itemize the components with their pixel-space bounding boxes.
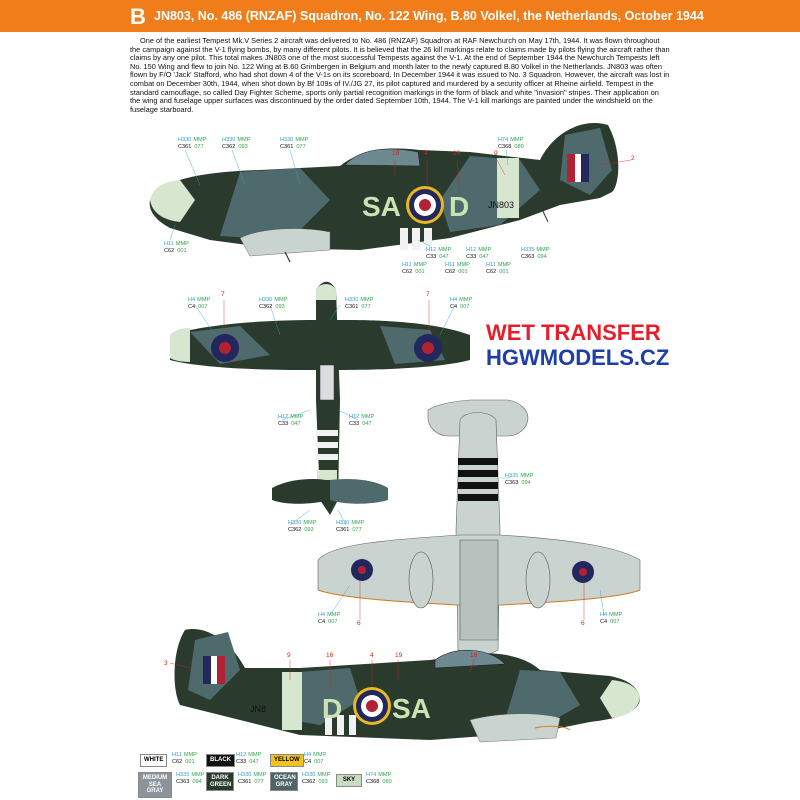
callout-number: 2 [631, 155, 635, 162]
legend-swatch: WHITE [140, 754, 167, 767]
tempest-port-profile-icon [175, 629, 640, 742]
profile-title: JN803, No. 486 (RNZAF) Squadron, No. 122 Wing, B.80 Volkel, the Netherlands, October 1944 [154, 9, 704, 23]
paint-label: H12 MMP C33 047 [349, 414, 375, 427]
code-left: SA [362, 191, 401, 222]
legend-swatch: SKY [336, 774, 362, 787]
paint-label: H11 MMP C62 001 [402, 262, 427, 275]
legend-swatch: MEDIUM SEA GRAY [138, 772, 172, 798]
tempest-top-view-icon [170, 282, 473, 515]
paint-label: H12 MMP C33 047 [278, 414, 304, 427]
callout-number: 6 [357, 620, 361, 627]
paint-label: H12 MMP C33 047 [466, 247, 492, 260]
callout-number: 3 [164, 660, 168, 667]
callout-number: 9 [287, 652, 291, 659]
paint-label: H330 MMP C361 077 [345, 297, 374, 310]
legend-code: H11 MMP C62 001 [172, 752, 197, 765]
profile-letter: B [130, 4, 146, 29]
paint-label: H12 MMP C33 047 [426, 247, 452, 260]
callout-number: 4 [370, 652, 374, 659]
paint-label: H335 MMP C363 094 [521, 247, 550, 260]
description-text: One of the earliest Tempest Mk.V Series 2 aircraft was delivered to No. 486 (RNZAF) Squadron at RAF Newchurch on May 17th, 1944. It was flown throughout the campaign against the V-1 flying bombs, by many different pilots. It is believed that the 26 kill markings relate to claims made by pilots flying the aircraft rather than claims by any one pilot. This total makes JN803 one of the most successful Tempests against the V-1. At the end of September 1944 the Newchurch Tempests left No. 150 Wing and flew to join No. 122 Wing at B.60 Grimbergen in Belgium and month later to the newly captured B.80 Volkel in the Netherlands. JN803 was often flown by F/O 'Jack' Stafford, who had shot down 4 of the V-1s on its scoreboard. In December 1944 it was issued to No. 3 Squadron. However, the aircraft was lost in combat on December 30th, 1944, when shot down by Bf 109s of IV./JG 27, its pilot captured and murdered by a security officer at Rheine airfield. Tempest in the standard camouflage, so called Day Fighter Scheme, sports only partial recognition markings in the form of black and white "invasion" stripes. Their application on the wing and fuselage upper surfaces was discontinued by the order dated September 10th, 1944. The V-1 kill markings are painted under the windshield on the fuselage starboard. [130, 36, 670, 114]
paint-label: H330 MMP C361 077 [336, 520, 365, 533]
legend-code: H74 MMP C368 080 [366, 772, 392, 785]
code-right: D [449, 191, 470, 222]
paint-label: H330 MMP C362 093 [288, 520, 317, 533]
paint-label: H4 MMP C4 007 [450, 297, 473, 310]
callout-number: 9 [494, 150, 498, 157]
legend-swatch: DARK GREEN [206, 772, 234, 791]
callout-number: 19 [395, 652, 403, 659]
website-label: HGWMODELS.CZ [486, 345, 670, 370]
code-port-left: D [322, 693, 343, 724]
callout-number: 4 [424, 150, 428, 157]
legend-code: H330 MMP C362 093 [302, 772, 331, 785]
code-port-right: SA [392, 693, 431, 724]
legend-code: H335 MMP C363 094 [176, 772, 205, 785]
legend-swatch: BLACK [206, 754, 235, 767]
callout-number: 6 [581, 620, 585, 627]
paint-label: H74 MMP C368 080 [498, 137, 524, 150]
paint-label: H11 MMP C62 001 [445, 262, 470, 275]
paint-label: H4 MMP C4 007 [188, 297, 211, 310]
serial-port: JN8 [250, 704, 267, 714]
legend-code: H330 MMP C361 077 [238, 772, 267, 785]
paint-label: H330 MMP C362 093 [222, 137, 251, 150]
paint-label: H4 MMP C4 007 [600, 612, 623, 625]
legend-code: H4 MMP C4 007 [304, 752, 327, 765]
serial-starboard: JN803 [488, 200, 515, 210]
legend-swatch: YELLOW [270, 754, 304, 767]
paint-label: H11 MMP C62 001 [486, 262, 511, 275]
callout-number: 16 [326, 652, 334, 659]
legend-swatch: OCEAN GRAY [270, 772, 298, 791]
callout-number: 18 [470, 652, 478, 659]
paint-label: H330 MMP C361 077 [280, 137, 309, 150]
paint-label: H4 MMP C4 007 [318, 612, 341, 625]
callout-number: 16 [453, 150, 461, 157]
tempest-bottom-view-icon [318, 400, 640, 680]
callout-number: 7 [221, 291, 225, 298]
paint-label: H330 MMP C362 093 [259, 297, 288, 310]
legend-code: H12 MMP C33 047 [236, 752, 262, 765]
paint-label: H330 MMP C361 077 [178, 137, 207, 150]
paint-label: H11 MMP C62 001 [164, 241, 189, 254]
callout-number: 19 [392, 150, 400, 157]
callout-number: 7 [426, 291, 430, 298]
wet-transfer-label: WET TRANSFER [486, 320, 661, 345]
paint-label: H335 MMP C363 094 [505, 473, 534, 486]
